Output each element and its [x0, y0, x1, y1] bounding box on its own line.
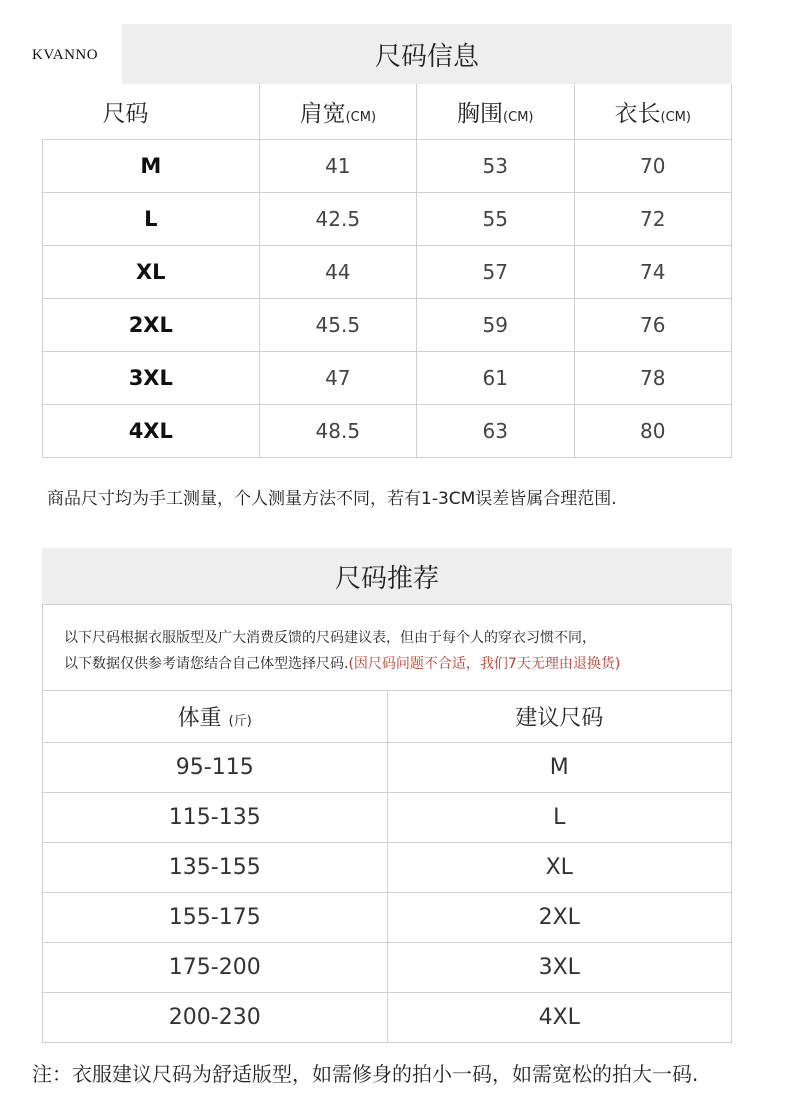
table-header-row — [43, 691, 732, 743]
header-length: 衣长(CM) — [574, 84, 732, 140]
header-size: 尺码 — [43, 84, 260, 140]
length-cell: 70 — [574, 140, 732, 193]
weight-cell: 115-135 — [43, 793, 388, 843]
table-row — [43, 352, 732, 405]
table-header-row — [43, 84, 732, 140]
table-row — [43, 743, 732, 793]
table-row — [43, 405, 732, 458]
fit-note: 注：衣服建议尺码为舒适版型，如需修身的拍小一码，如需宽松的拍大一码. — [32, 1062, 699, 1086]
weight-cell: 95-115 — [43, 743, 388, 793]
header-weight: 体重 (斤) — [43, 691, 388, 743]
size-cell: XL — [43, 246, 260, 299]
size-cell: 3XL — [43, 352, 260, 405]
size-cell: L — [43, 193, 260, 246]
suggested-size-cell: M — [387, 743, 732, 793]
description-line: 以下数据仅供参考请您结合自己体型选择尺码.(因尺码问题不合适，我们7天无理由退换货) — [64, 656, 621, 672]
header-shoulder: 肩宽(CM) — [259, 84, 416, 140]
shoulder-cell: 45.5 — [259, 299, 416, 352]
size-cell: M — [43, 140, 260, 193]
weight-cell: 135-155 — [43, 843, 388, 893]
chest-cell: 55 — [417, 193, 574, 246]
brand-logo: KVANNO — [32, 47, 99, 63]
suggested-size-cell: XL — [387, 843, 732, 893]
table-row — [43, 793, 732, 843]
length-cell: 80 — [574, 405, 732, 458]
weight-cell: 200-230 — [43, 993, 388, 1043]
table-row — [43, 140, 732, 193]
chest-cell: 59 — [417, 299, 574, 352]
chest-cell: 53 — [417, 140, 574, 193]
table-row — [43, 893, 732, 943]
size-cell: 4XL — [43, 405, 260, 458]
table-row — [43, 843, 732, 893]
size-recommend-table — [42, 690, 732, 1043]
header-suggested-size: 建议尺码 — [387, 691, 732, 743]
table-row — [43, 299, 732, 352]
description-line: 以下尺码根据衣服版型及广大消费反馈的尺码建议表，但由于每个人的穿衣习惯不同， — [64, 630, 596, 646]
shoulder-cell: 41 — [259, 140, 416, 193]
chest-cell: 63 — [417, 405, 574, 458]
shoulder-cell: 47 — [259, 352, 416, 405]
recommend-description — [42, 604, 732, 691]
length-cell: 72 — [574, 193, 732, 246]
chest-cell: 61 — [417, 352, 574, 405]
measurement-note: 商品尺寸均为手工测量，个人测量方法不同，若有1-3CM误差皆属合理范围. — [47, 489, 617, 509]
size-cell: 2XL — [43, 299, 260, 352]
size-recommend-title: 尺码推荐 — [42, 548, 732, 604]
header-chest: 胸围(CM) — [417, 84, 574, 140]
suggested-size-cell: L — [387, 793, 732, 843]
chest-cell: 57 — [417, 246, 574, 299]
length-cell: 74 — [574, 246, 732, 299]
length-cell: 76 — [574, 299, 732, 352]
suggested-size-cell: 3XL — [387, 943, 732, 993]
shoulder-cell: 44 — [259, 246, 416, 299]
return-policy-note: (因尺码问题不合适，我们7天无理由退换货) — [348, 656, 621, 672]
suggested-size-cell: 2XL — [387, 893, 732, 943]
table-row — [43, 193, 732, 246]
size-info-table — [42, 84, 732, 458]
suggested-size-cell: 4XL — [387, 993, 732, 1043]
size-info-title: 尺码信息 — [122, 24, 732, 84]
table-row — [43, 943, 732, 993]
weight-cell: 155-175 — [43, 893, 388, 943]
length-cell: 78 — [574, 352, 732, 405]
table-row — [43, 993, 732, 1043]
table-row — [43, 246, 732, 299]
shoulder-cell: 42.5 — [259, 193, 416, 246]
shoulder-cell: 48.5 — [259, 405, 416, 458]
weight-cell: 175-200 — [43, 943, 388, 993]
